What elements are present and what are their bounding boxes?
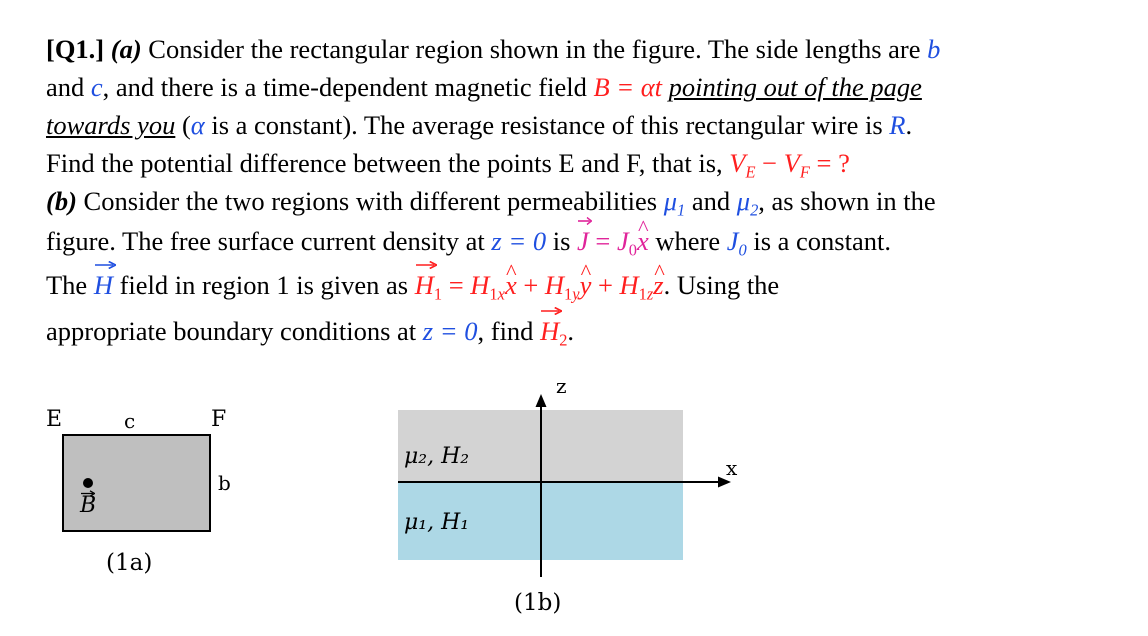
direction-text-2: towards you: [46, 110, 176, 140]
vector-arrow-icon: [81, 490, 95, 497]
question-text: [46, 30, 1116, 350]
figure-1b: [396, 372, 756, 636]
axis-label-z: z: [556, 374, 567, 398]
line3-end: .: [905, 110, 913, 140]
var-b: b: [927, 34, 941, 64]
z-arrow-icon: [536, 394, 547, 407]
axes: [396, 372, 756, 592]
line7-text: The: [46, 270, 94, 300]
line7-mid: field in region 1 is given as: [112, 270, 415, 300]
line4-text: Find the potential difference between the points E and F, that is,: [46, 148, 730, 178]
label-F: F: [211, 407, 227, 432]
part-a-label: (a): [110, 34, 142, 64]
line6-is: is: [546, 226, 578, 256]
h1-equation: H $_1 = H_{1x}\^{}$ $x + H_{1y}\^{}$ $y + H_{1z}\^{}$ z: [415, 270, 664, 300]
line5-and: and: [685, 186, 737, 216]
region2-label: μ₂, H₂: [404, 444, 470, 469]
var-R: R: [889, 110, 906, 140]
field-dot: [83, 478, 93, 488]
line-4: [46, 144, 1116, 182]
var-H: H: [94, 266, 113, 304]
z-equals-zero-2: z = 0: [422, 316, 478, 346]
var-J0: $J_0$: [726, 226, 747, 260]
part-b-label: (b): [46, 186, 77, 216]
line-2: [46, 68, 1116, 106]
line3-text: is a constant). The average resistance of this rectangular wire is: [204, 110, 890, 140]
line8-end: .: [567, 316, 575, 346]
field-equation: B = αt: [593, 72, 663, 102]
var-mu1: $\mu_1$: [663, 186, 686, 220]
line2-text: , and there is a time-dependent magnetic field: [102, 72, 594, 102]
label-b: b: [218, 471, 231, 495]
line-7: [46, 266, 1116, 312]
line-8: [46, 312, 1116, 350]
line6-where: where: [648, 226, 727, 256]
question-number: [Q1.]: [46, 34, 105, 64]
var-alpha: α: [190, 110, 205, 140]
var-mu2: $\mu_2$: [736, 186, 759, 220]
var-H2: H $_2$: [540, 316, 567, 346]
line6-text: figure. The free surface current density at: [46, 226, 492, 256]
line7-end: . Using the: [663, 270, 780, 300]
line8-find: , find: [477, 316, 541, 346]
line-3: [46, 106, 1116, 144]
caption-1a: (1a): [106, 550, 153, 576]
axis-label-x: x: [726, 456, 738, 480]
caption-1b: (1b): [514, 590, 562, 616]
direction-text: pointing out of the page: [668, 72, 922, 102]
line1-text: Consider the rectangular region shown in the figure. The side lengths are: [141, 34, 928, 64]
region1-label: μ₁, H₁: [404, 510, 470, 535]
label-B-text: B: [80, 493, 97, 518]
line5-text: Consider the two regions with different permeabilities: [76, 186, 664, 216]
line8-text: appropriate boundary conditions at: [46, 316, 423, 346]
label-c: c: [124, 409, 136, 433]
line6-end: is a constant.: [746, 226, 891, 256]
potential-difference-eq: $V_E - V_F$ = ?: [729, 148, 850, 182]
figure-1a: [40, 405, 260, 595]
var-c: c: [90, 72, 103, 102]
label-B-vector: [80, 493, 96, 518]
paren-open: (: [175, 110, 191, 140]
line5-end: , as shown in the: [758, 186, 936, 216]
current-density-eq: J = $J_0\^{}$ x: [577, 226, 649, 256]
z-equals-zero: z = 0: [491, 226, 547, 256]
line-1: [46, 30, 1116, 68]
line2-and: and: [46, 72, 91, 102]
label-E: E: [46, 407, 63, 432]
line-5: [46, 182, 1116, 220]
